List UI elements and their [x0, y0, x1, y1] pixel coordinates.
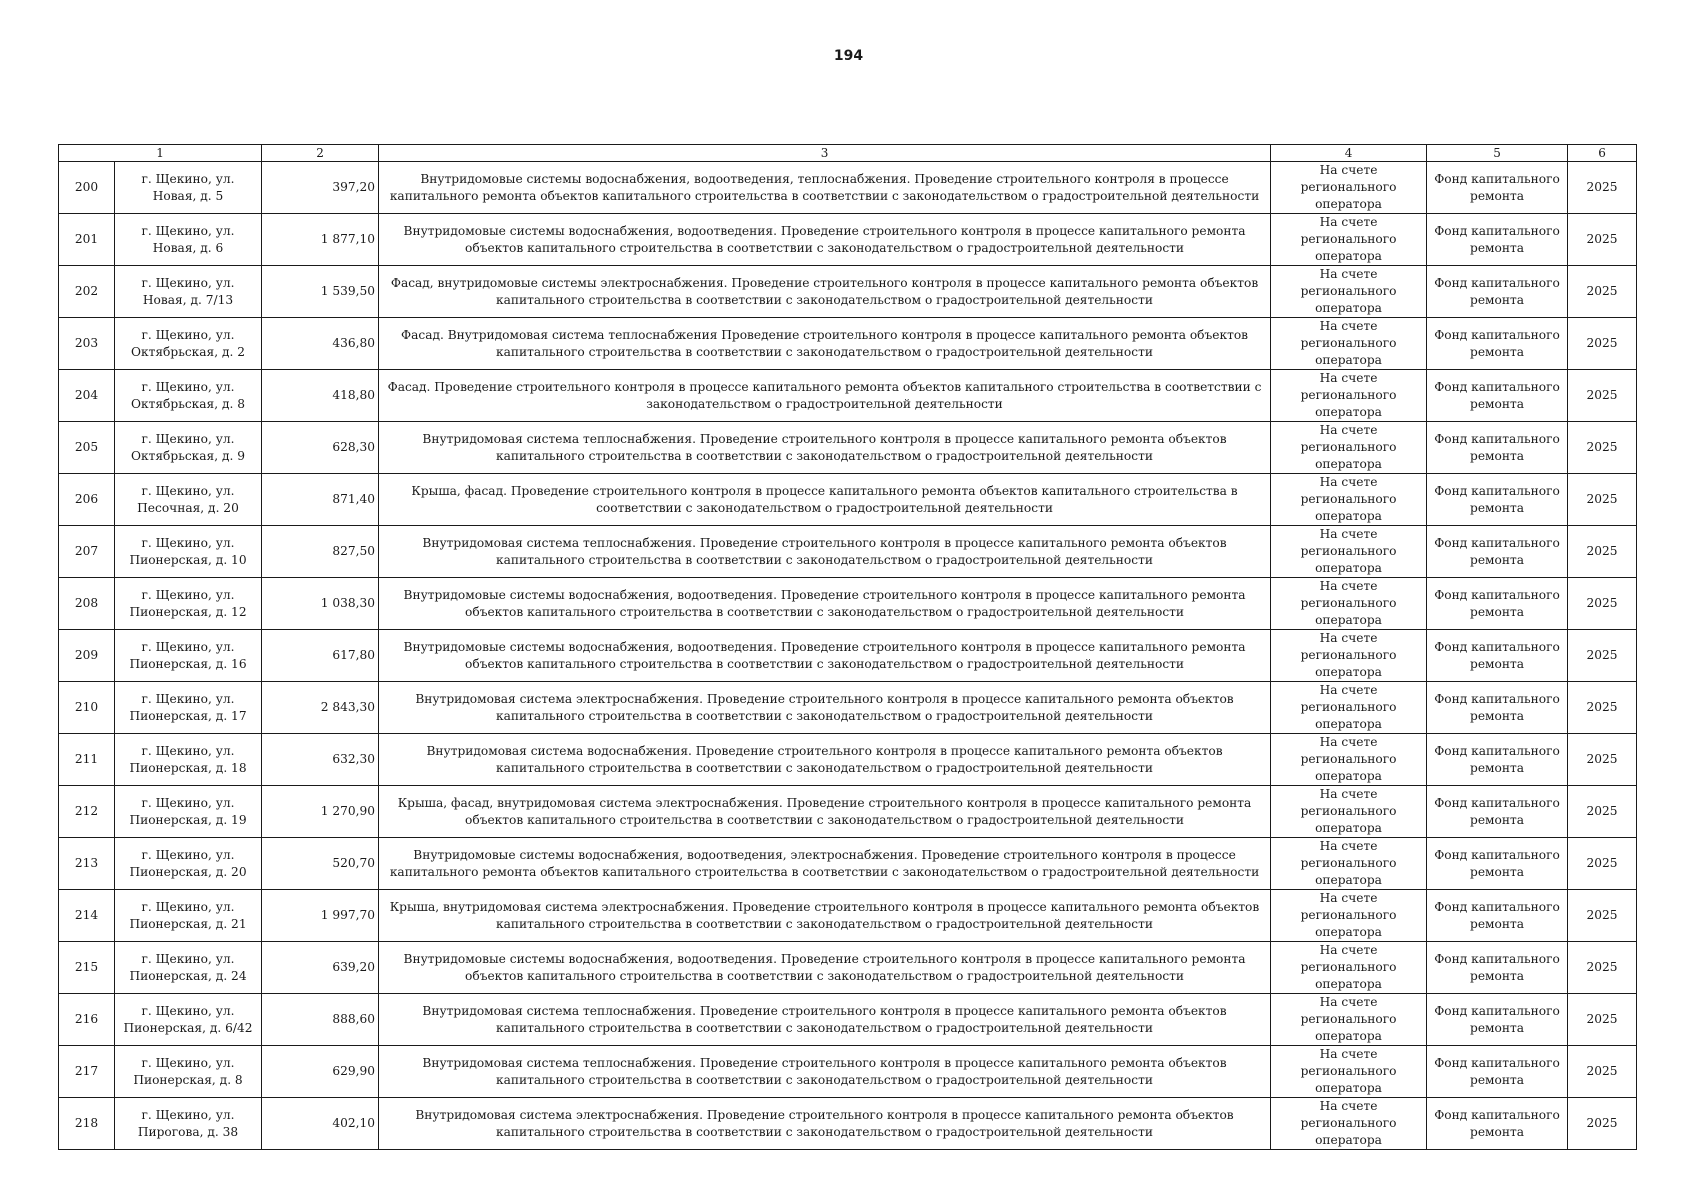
column-header: 2 — [262, 145, 379, 162]
funding-source-cell: Фонд капитального ремонта — [1427, 422, 1568, 474]
account-cell: На счете регионального оператора — [1271, 578, 1427, 630]
row-number: 202 — [59, 266, 115, 318]
funding-source-cell: Фонд капитального ремонта — [1427, 630, 1568, 682]
row-number: 207 — [59, 526, 115, 578]
year-cell: 2025 — [1568, 370, 1637, 422]
row-number: 206 — [59, 474, 115, 526]
year-cell: 2025 — [1568, 578, 1637, 630]
address-cell: г. Щекино, ул. Октябрьская, д. 9 — [115, 422, 262, 474]
area-cell: 639,20 — [262, 942, 379, 994]
row-number: 204 — [59, 370, 115, 422]
funding-source-cell: Фонд капитального ремонта — [1427, 370, 1568, 422]
column-header: 1 — [59, 145, 262, 162]
funding-source-cell: Фонд капитального ремонта — [1427, 1046, 1568, 1098]
table-row — [59, 682, 1637, 734]
funding-source-cell: Фонд капитального ремонта — [1427, 162, 1568, 214]
row-number: 210 — [59, 682, 115, 734]
year-cell: 2025 — [1568, 838, 1637, 890]
area-cell: 629,90 — [262, 1046, 379, 1098]
table-row — [59, 578, 1637, 630]
column-header: 3 — [379, 145, 1271, 162]
address-cell: г. Щекино, ул. Пионерская, д. 10 — [115, 526, 262, 578]
address-cell: г. Щекино, ул. Пионерская, д. 6/42 — [115, 994, 262, 1046]
year-cell: 2025 — [1568, 682, 1637, 734]
year-cell: 2025 — [1568, 1046, 1637, 1098]
works-cell: Фасад. Внутридомовая система теплоснабжения Проведение строительного контроля в процессе капитального ремонта объектов капитального строительства в соответствии с законодательством о градостроительной деятельности — [379, 318, 1271, 370]
account-cell: На счете регионального оператора — [1271, 214, 1427, 266]
row-number: 215 — [59, 942, 115, 994]
funding-source-cell: Фонд капитального ремонта — [1427, 838, 1568, 890]
account-cell: На счете регионального оператора — [1271, 630, 1427, 682]
address-cell: г. Щекино, ул. Пионерская, д. 8 — [115, 1046, 262, 1098]
address-cell: г. Щекино, ул. Пионерская, д. 20 — [115, 838, 262, 890]
table-row — [59, 994, 1637, 1046]
table-row — [59, 162, 1637, 214]
row-number: 212 — [59, 786, 115, 838]
account-cell: На счете регионального оператора — [1271, 1046, 1427, 1098]
funding-source-cell: Фонд капитального ремонта — [1427, 942, 1568, 994]
year-cell: 2025 — [1568, 890, 1637, 942]
account-cell: На счете регионального оператора — [1271, 422, 1427, 474]
table-row — [59, 474, 1637, 526]
account-cell: На счете регионального оператора — [1271, 942, 1427, 994]
page-number: 194 — [833, 48, 864, 64]
row-number: 211 — [59, 734, 115, 786]
works-cell: Внутридомовая система электроснабжения. Проведение строительного контроля в процессе капитального ремонта объектов капитального строительства в соответствии с законодательством о градостроительной деятельности — [379, 682, 1271, 734]
area-cell: 617,80 — [262, 630, 379, 682]
table-row — [59, 526, 1637, 578]
year-cell: 2025 — [1568, 526, 1637, 578]
column-header: 6 — [1568, 145, 1637, 162]
address-cell: г. Щекино, ул. Пионерская, д. 12 — [115, 578, 262, 630]
works-cell: Внутридомовые системы водоснабжения, водоотведения. Проведение строительного контроля в процессе капитального ремонта объектов капитального строительства в соответствии с законодательством о градостроительной деятельности — [379, 942, 1271, 994]
works-cell: Внутридомовая система теплоснабжения. Проведение строительного контроля в процессе капитального ремонта объектов капитального строительства в соответствии с законодательством о градостроительной деятельности — [379, 422, 1271, 474]
row-number: 200 — [59, 162, 115, 214]
address-cell: г. Щекино, ул. Пионерская, д. 19 — [115, 786, 262, 838]
capital-repair-table — [58, 144, 1637, 1150]
year-cell: 2025 — [1568, 942, 1637, 994]
area-cell: 397,20 — [262, 162, 379, 214]
works-cell: Внутридомовая система электроснабжения. Проведение строительного контроля в процессе капитального ремонта объектов капитального строительства в соответствии с законодательством о градостроительной деятельности — [379, 1098, 1271, 1150]
row-number: 213 — [59, 838, 115, 890]
account-cell: На счете регионального оператора — [1271, 266, 1427, 318]
year-cell: 2025 — [1568, 786, 1637, 838]
works-cell: Внутридомовая система водоснабжения. Проведение строительного контроля в процессе капитального ремонта объектов капитального строительства в соответствии с законодательством о градостроительной деятельности — [379, 734, 1271, 786]
table-body — [59, 162, 1637, 1150]
address-cell: г. Щекино, ул. Пионерская, д. 16 — [115, 630, 262, 682]
works-cell: Фасад, внутридомовые системы электроснабжения. Проведение строительного контроля в процессе капитального ремонта объектов капитального строительства в соответствии с законодательством о градостроительной деятельности — [379, 266, 1271, 318]
works-cell: Внутридомовые системы водоснабжения, водоотведения, электроснабжения. Проведение строительного контроля в процессе капитального ремонта объектов капитального строительства в соответствии с законодательством о градостроительной деятельности — [379, 838, 1271, 890]
year-cell: 2025 — [1568, 214, 1637, 266]
account-cell: На счете регионального оператора — [1271, 370, 1427, 422]
funding-source-cell: Фонд капитального ремонта — [1427, 266, 1568, 318]
works-cell: Внутридомовые системы водоснабжения, водоотведения. Проведение строительного контроля в процессе капитального ремонта объектов капитального строительства в соответствии с законодательством о градостроительной деятельности — [379, 578, 1271, 630]
works-cell: Внутридомовая система теплоснабжения. Проведение строительного контроля в процессе капитального ремонта объектов капитального строительства в соответствии с законодательством о градостроительной деятельности — [379, 526, 1271, 578]
table-row — [59, 838, 1637, 890]
account-cell: На счете регионального оператора — [1271, 526, 1427, 578]
table-row — [59, 630, 1637, 682]
address-cell: г. Щекино, ул. Пионерская, д. 17 — [115, 682, 262, 734]
area-cell: 628,30 — [262, 422, 379, 474]
account-cell: На счете регионального оператора — [1271, 786, 1427, 838]
account-cell: На счете регионального оператора — [1271, 1098, 1427, 1150]
year-cell: 2025 — [1568, 734, 1637, 786]
funding-source-cell: Фонд капитального ремонта — [1427, 318, 1568, 370]
year-cell: 2025 — [1568, 630, 1637, 682]
funding-source-cell: Фонд капитального ремонта — [1427, 890, 1568, 942]
account-cell: На счете регионального оператора — [1271, 838, 1427, 890]
row-number: 214 — [59, 890, 115, 942]
row-number: 201 — [59, 214, 115, 266]
address-cell: г. Щекино, ул. Пионерская, д. 24 — [115, 942, 262, 994]
year-cell: 2025 — [1568, 162, 1637, 214]
row-number: 218 — [59, 1098, 115, 1150]
year-cell: 2025 — [1568, 422, 1637, 474]
funding-source-cell: Фонд капитального ремонта — [1427, 1098, 1568, 1150]
area-cell: 1 877,10 — [262, 214, 379, 266]
works-cell: Внутридомовая система теплоснабжения. Проведение строительного контроля в процессе капитального ремонта объектов капитального строительства в соответствии с законодательством о градостроительной деятельности — [379, 1046, 1271, 1098]
funding-source-cell: Фонд капитального ремонта — [1427, 526, 1568, 578]
area-cell: 1 038,30 — [262, 578, 379, 630]
table-row — [59, 266, 1637, 318]
funding-source-cell: Фонд капитального ремонта — [1427, 214, 1568, 266]
table-row — [59, 214, 1637, 266]
row-number: 217 — [59, 1046, 115, 1098]
year-cell: 2025 — [1568, 318, 1637, 370]
area-cell: 520,70 — [262, 838, 379, 890]
address-cell: г. Щекино, ул. Пионерская, д. 18 — [115, 734, 262, 786]
table-row — [59, 422, 1637, 474]
table-row — [59, 734, 1637, 786]
area-cell: 871,40 — [262, 474, 379, 526]
year-cell: 2025 — [1568, 266, 1637, 318]
funding-source-cell: Фонд капитального ремонта — [1427, 734, 1568, 786]
table-row — [59, 318, 1637, 370]
account-cell: На счете регионального оператора — [1271, 994, 1427, 1046]
address-cell: г. Щекино, ул. Пионерская, д. 21 — [115, 890, 262, 942]
row-number: 205 — [59, 422, 115, 474]
works-cell: Внутридомовая система теплоснабжения. Проведение строительного контроля в процессе капитального ремонта объектов капитального строительства в соответствии с законодательством о градостроительной деятельности — [379, 994, 1271, 1046]
year-cell: 2025 — [1568, 1098, 1637, 1150]
funding-source-cell: Фонд капитального ремонта — [1427, 786, 1568, 838]
account-cell: На счете регионального оператора — [1271, 890, 1427, 942]
works-cell: Фасад. Проведение строительного контроля в процессе капитального ремонта объектов капитального строительства в соответствии с законодательством о градостроительной деятельности — [379, 370, 1271, 422]
area-cell: 1 539,50 — [262, 266, 379, 318]
works-cell: Внутридомовые системы водоснабжения, водоотведения. Проведение строительного контроля в процессе капитального ремонта объектов капитального строительства в соответствии с законодательством о градостроительной деятельности — [379, 630, 1271, 682]
area-cell: 402,10 — [262, 1098, 379, 1150]
works-cell: Внутридомовые системы водоснабжения, водоотведения. Проведение строительного контроля в процессе капитального ремонта объектов капитального строительства в соответствии с законодательством о градостроительной деятельности — [379, 214, 1271, 266]
row-number: 209 — [59, 630, 115, 682]
area-cell: 827,50 — [262, 526, 379, 578]
area-cell: 418,80 — [262, 370, 379, 422]
address-cell: г. Щекино, ул. Октябрьская, д. 8 — [115, 370, 262, 422]
account-cell: На счете регионального оператора — [1271, 318, 1427, 370]
address-cell: г. Щекино, ул. Песочная, д. 20 — [115, 474, 262, 526]
funding-source-cell: Фонд капитального ремонта — [1427, 474, 1568, 526]
account-cell: На счете регионального оператора — [1271, 474, 1427, 526]
account-cell: На счете регионального оператора — [1271, 682, 1427, 734]
table-row — [59, 942, 1637, 994]
area-cell: 2 843,30 — [262, 682, 379, 734]
area-cell: 436,80 — [262, 318, 379, 370]
header-row — [59, 145, 1637, 162]
row-number: 216 — [59, 994, 115, 1046]
area-cell: 1 270,90 — [262, 786, 379, 838]
column-header: 4 — [1271, 145, 1427, 162]
address-cell: г. Щекино, ул. Новая, д. 5 — [115, 162, 262, 214]
row-number: 203 — [59, 318, 115, 370]
address-cell: г. Щекино, ул. Новая, д. 6 — [115, 214, 262, 266]
address-cell: г. Щекино, ул. Октябрьская, д. 2 — [115, 318, 262, 370]
area-cell: 888,60 — [262, 994, 379, 1046]
funding-source-cell: Фонд капитального ремонта — [1427, 994, 1568, 1046]
works-cell: Крыша, фасад, внутридомовая система электроснабжения. Проведение строительного контроля в процессе капитального ремонта объектов капитального строительства в соответствии с законодательством о градостроительной деятельности — [379, 786, 1271, 838]
table-row — [59, 1098, 1637, 1150]
table-row — [59, 786, 1637, 838]
area-cell: 632,30 — [262, 734, 379, 786]
works-cell: Крыша, фасад. Проведение строительного контроля в процессе капитального ремонта объектов капитального строительства в соответствии с законодательством о градостроительной деятельности — [379, 474, 1271, 526]
column-header: 5 — [1427, 145, 1568, 162]
funding-source-cell: Фонд капитального ремонта — [1427, 578, 1568, 630]
address-cell: г. Щекино, ул. Новая, д. 7/13 — [115, 266, 262, 318]
table-row — [59, 890, 1637, 942]
table-row — [59, 1046, 1637, 1098]
table-row — [59, 370, 1637, 422]
year-cell: 2025 — [1568, 994, 1637, 1046]
address-cell: г. Щекино, ул. Пирогова, д. 38 — [115, 1098, 262, 1150]
works-cell: Крыша, внутридомовая система электроснабжения. Проведение строительного контроля в процессе капитального ремонта объектов капитального строительства в соответствии с законодательством о градостроительной деятельности — [379, 890, 1271, 942]
works-cell: Внутридомовые системы водоснабжения, водоотведения, теплоснабжения. Проведение строительного контроля в процессе капитального ремонта объектов капитального строительства в соответствии с законодательством о градостроительной деятельности — [379, 162, 1271, 214]
year-cell: 2025 — [1568, 474, 1637, 526]
account-cell: На счете регионального оператора — [1271, 162, 1427, 214]
area-cell: 1 997,70 — [262, 890, 379, 942]
funding-source-cell: Фонд капитального ремонта — [1427, 682, 1568, 734]
row-number: 208 — [59, 578, 115, 630]
account-cell: На счете регионального оператора — [1271, 734, 1427, 786]
